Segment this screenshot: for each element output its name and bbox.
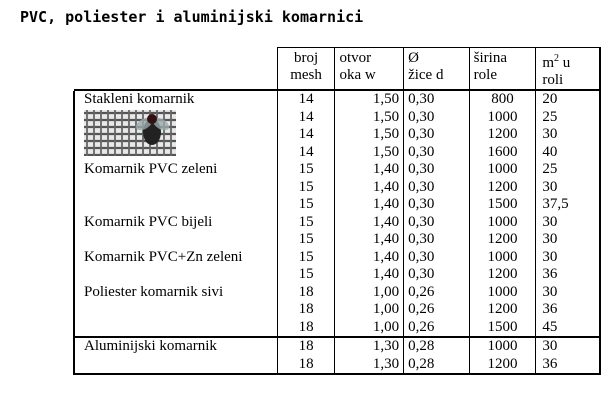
table-cell: 1500 [469,319,536,338]
product-name: Komarnik PVC zeleni [84,161,218,177]
table-cell: 30 [536,179,600,197]
header-sirina-role: širina role [469,48,536,91]
table-cell: 0,28 [404,356,470,375]
table-cell: 1,50 [335,91,404,109]
table-cell: 1000 [469,214,536,232]
table-cell: 25 [536,109,600,127]
table-cell: 30 [536,126,600,144]
product-name: Stakleni komarnik [84,91,195,107]
table-cell: 30 [536,249,600,267]
table-row [74,301,600,319]
table-cell: 0,30 [404,196,470,214]
table-cell: 30 [536,338,600,356]
table-cell: 0,30 [404,249,470,267]
table-cell: 18 [277,301,335,319]
table-cell: 1600 [469,144,536,162]
table-cell: 36 [536,266,600,284]
table-cell: 25 [536,161,600,179]
table-cell: 1,40 [335,231,404,249]
table-cell: 20 [536,91,600,109]
table-cell: 1200 [469,301,536,319]
table-row [74,91,600,109]
table-cell: 14 [277,144,335,162]
table-cell: 1,30 [335,356,404,375]
table-cell: 1200 [469,266,536,284]
table-cell: 15 [277,196,335,214]
table-cell: 0,30 [404,266,470,284]
header-broj-mesh: broj mesh [277,48,335,91]
table-cell: 1200 [469,179,536,197]
table-cell: 0,30 [404,161,470,179]
table-cell: 15 [277,249,335,267]
table-cell: 1,50 [335,144,404,162]
table-cell: 1,40 [335,249,404,267]
table-cell: 18 [277,356,335,375]
table-row [74,249,600,267]
table-cell: 40 [536,144,600,162]
header-otvor-oka: otvor oka w [335,48,404,91]
table-cell: 30 [536,284,600,302]
table-row [74,179,600,197]
table-row [74,319,600,338]
table-cell: 15 [277,266,335,284]
table-cell: 1,40 [335,179,404,197]
header-promjer-zice: Ø žice d [404,48,470,91]
table-cell: 1200 [469,356,536,375]
table-cell: 18 [277,338,335,356]
table-cell: 0,26 [404,284,470,302]
table-cell: 0,30 [404,91,470,109]
table-cell: 0,30 [404,214,470,232]
header-m2-u-roli: $m^2$ u roli [536,48,600,91]
product-name: Aluminijski komarnik [84,338,217,354]
table-cell: 15 [277,214,335,232]
table-cell: 1,00 [335,301,404,319]
table-cell: 14 [277,109,335,127]
page-title: PVC, poliester i aluminijski komarnici [20,8,364,26]
fly-on-mesh-icon [84,110,176,156]
table-row [74,231,600,249]
table-row [74,214,600,232]
table-row [74,109,600,127]
table-row [74,356,600,375]
table-cell: 1000 [469,284,536,302]
table-cell: 800 [469,91,536,109]
table-cell: 15 [277,179,335,197]
table-cell: 18 [277,319,335,338]
table-row [74,196,600,214]
table-cell: 0,30 [404,179,470,197]
product-name: Komarnik PVC+Zn zeleni [84,248,243,265]
table-row [74,338,600,356]
table-cell: 0,30 [404,109,470,127]
table-cell: 37,5 [536,196,600,214]
table-cell: 1,40 [335,266,404,284]
table-cell: 1,50 [335,126,404,144]
table-cell: 1000 [469,161,536,179]
table-cell: 1,50 [335,109,404,127]
table-cell: 0,30 [404,144,470,162]
table-cell: 1,00 [335,319,404,338]
table-cell: 1000 [469,338,536,356]
table-cell: 1,30 [335,338,404,356]
table-cell: 1000 [469,249,536,267]
table-header-row [74,48,600,91]
table-cell: 1200 [469,126,536,144]
table-cell: 30 [536,214,600,232]
table-cell: 1000 [469,109,536,127]
table-cell: 0,30 [404,231,470,249]
table-cell: 36 [536,356,600,375]
table-cell: 1500 [469,196,536,214]
table-cell: 1,00 [335,284,404,302]
table-cell: 0,30 [404,126,470,144]
table-cell: 0,28 [404,338,470,356]
table-cell: 1200 [469,231,536,249]
product-name: Poliester komarnik sivi [84,283,224,300]
table-cell: 1,40 [335,196,404,214]
table-cell: 30 [536,231,600,249]
product-name: Komarnik PVC bijeli [84,213,213,230]
table-row [74,266,600,284]
table-cell: 36 [536,301,600,319]
table-cell: 1,40 [335,214,404,232]
table-cell: 14 [277,126,335,144]
table-cell: 0,26 [404,301,470,319]
table-cell: 18 [277,284,335,302]
table-row [74,284,600,302]
table-cell: 14 [277,91,335,109]
table-cell: 45 [536,319,600,338]
table-cell: 0,26 [404,319,470,338]
product-table [73,47,601,375]
table-cell: 15 [277,161,335,179]
table-row [74,161,600,179]
table-cell: 1,40 [335,161,404,179]
table-cell: 15 [277,231,335,249]
